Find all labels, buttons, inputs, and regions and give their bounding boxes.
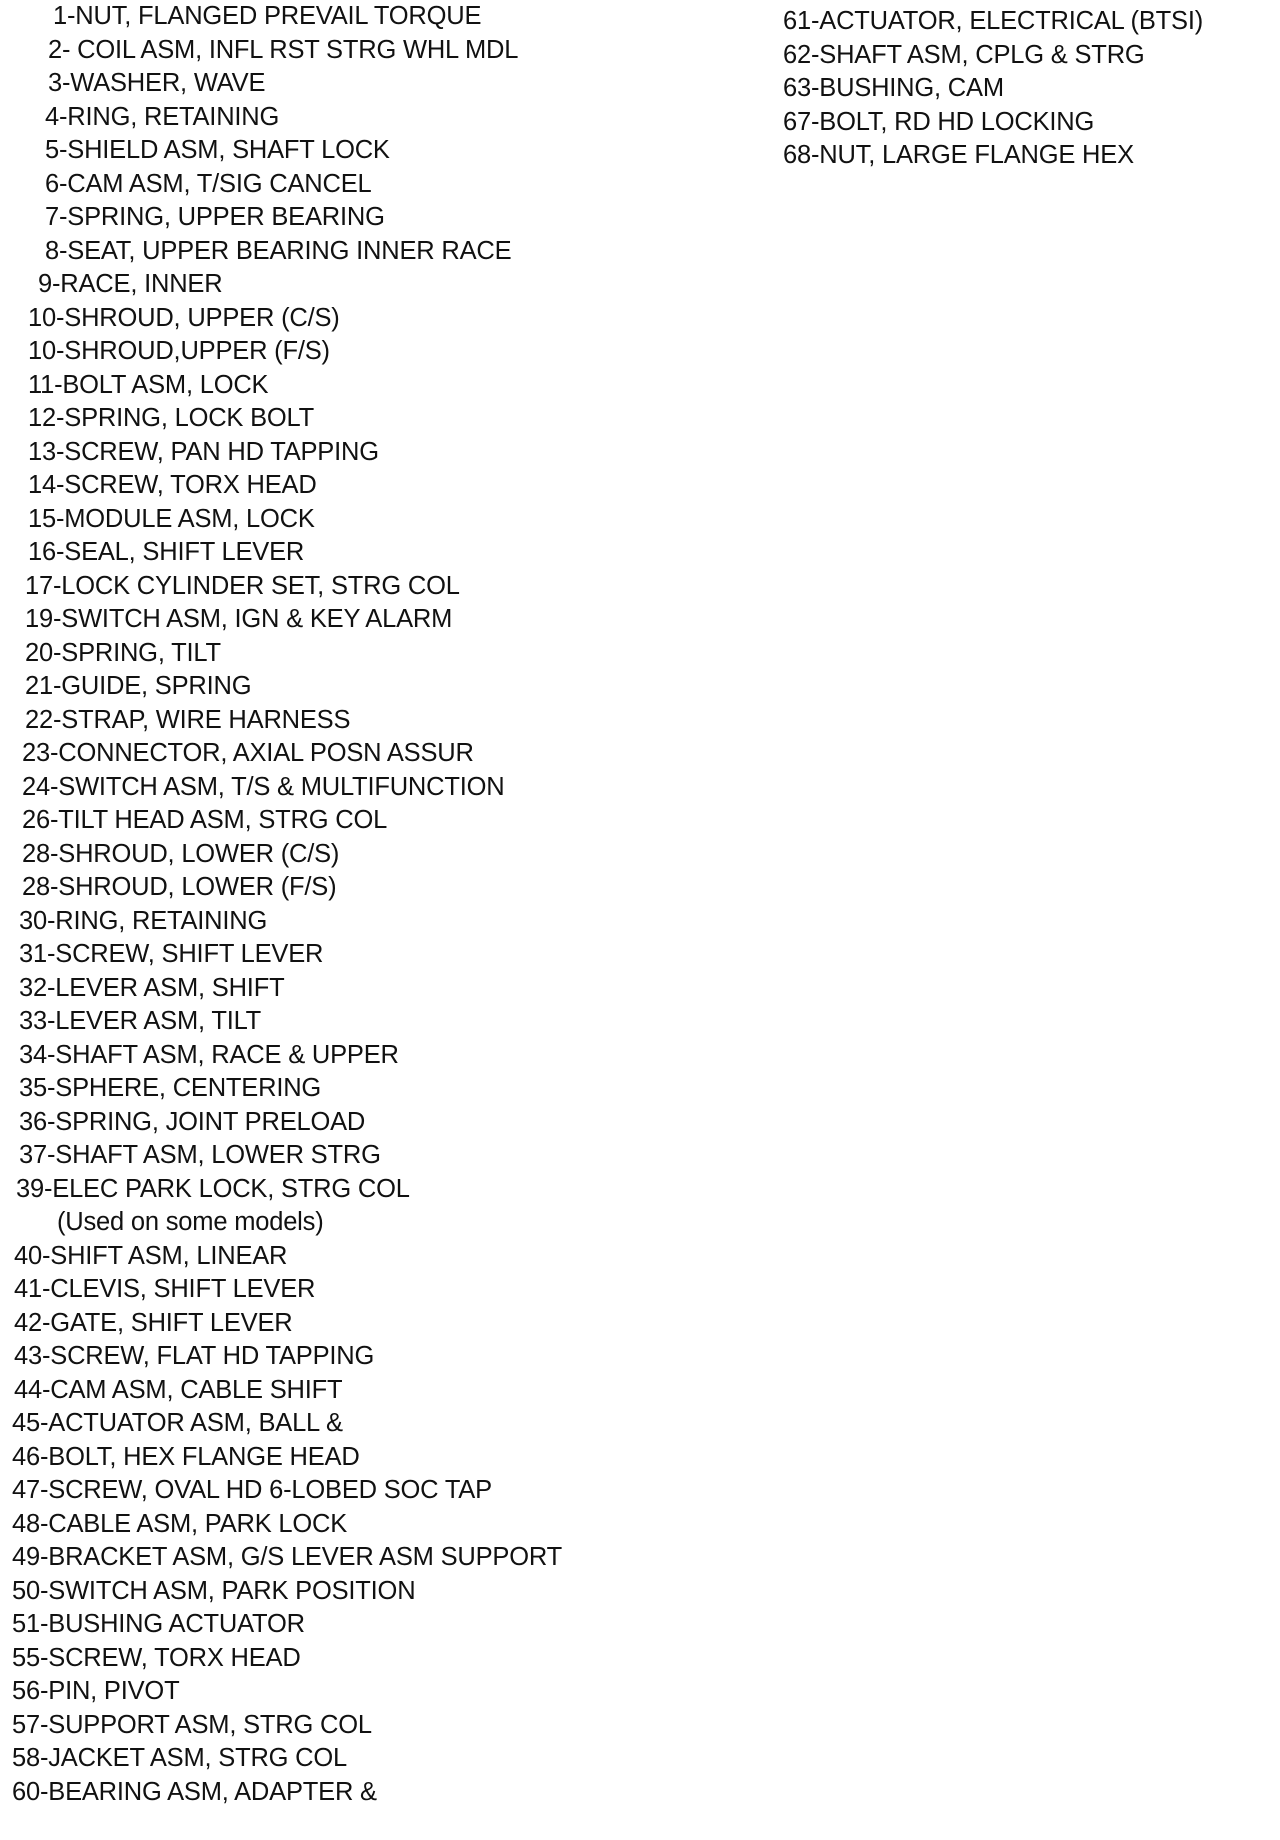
part-list-item: 2- COIL ASM, INFL RST STRG WHL MDL: [48, 35, 519, 64]
part-list-item: 47-SCREW, OVAL HD 6-LOBED SOC TAP: [12, 1476, 492, 1504]
part-list-item: 62-SHAFT ASM, CPLG & STRG: [783, 40, 1145, 69]
part-list-item: 4-RING, RETAINING: [45, 102, 280, 131]
part-list-item: 17-LOCK CYLINDER SET, STRG COL: [25, 571, 460, 600]
part-list-item: 31-SCREW, SHIFT LEVER: [19, 940, 324, 968]
part-list-item: 56-PIN, PIVOT: [12, 1677, 180, 1705]
part-list-item: 10-SHROUD, UPPER (C/S): [28, 303, 340, 332]
part-list-item: 55-SCREW, TORX HEAD: [12, 1643, 301, 1672]
part-list-item: 12-SPRING, LOCK BOLT: [28, 404, 315, 432]
part-list-item: 9-RACE, INNER: [38, 270, 223, 298]
part-list-item: 28-SHROUD, LOWER (F/S): [22, 873, 337, 901]
part-list-item: 32-LEVER ASM, SHIFT: [19, 973, 285, 1002]
part-list-item: 44-CAM ASM, CABLE SHIFT: [14, 1375, 343, 1404]
part-list-item: 20-SPRING, TILT: [25, 638, 221, 667]
part-list-item: 11-BOLT ASM, LOCK: [28, 370, 269, 399]
part-list-item: 42-GATE, SHIFT LEVER: [14, 1308, 293, 1337]
part-list-item: 26-TILT HEAD ASM, STRG COL: [22, 806, 388, 834]
part-list-item: 68-NUT, LARGE FLANGE HEX: [783, 141, 1134, 169]
part-list-item: 15-MODULE ASM, LOCK: [28, 504, 315, 533]
part-list-item: 14-SCREW, TORX HEAD: [28, 471, 317, 499]
part-list-item: 35-SPHERE, CENTERING: [19, 1074, 322, 1102]
part-list-item: 50-SWITCH ASM, PARK POSITION: [12, 1576, 416, 1605]
part-list-item: 41-CLEVIS, SHIFT LEVER: [14, 1275, 316, 1303]
part-list-item: 63-BUSHING, CAM: [783, 74, 1004, 102]
part-list-item: 3-WASHER, WAVE: [48, 69, 266, 97]
part-list-item: 48-CABLE ASM, PARK LOCK: [12, 1509, 348, 1538]
part-list-item: 30-RING, RETAINING: [19, 906, 268, 935]
part-list-item: 58-JACKET ASM, STRG COL: [12, 1744, 348, 1772]
part-list-item: 28-SHROUD, LOWER (C/S): [22, 839, 340, 868]
part-list-item: 16-SEAL, SHIFT LEVER: [28, 538, 305, 566]
part-list-item: 6-CAM ASM, T/SIG CANCEL: [45, 169, 372, 198]
part-list-item: 22-STRAP, WIRE HARNESS: [25, 705, 351, 734]
part-list-item: 13-SCREW, PAN HD TAPPING: [28, 437, 379, 466]
part-list-item: 36-SPRING, JOINT PRELOAD: [19, 1107, 366, 1136]
part-list-item: 33-LEVER ASM, TILT: [19, 1007, 262, 1035]
part-list-item: (Used on some models): [57, 1208, 324, 1236]
part-list-item: 37-SHAFT ASM, LOWER STRG: [19, 1141, 381, 1169]
part-list-item: 45-ACTUATOR ASM, BALL &: [12, 1409, 343, 1437]
part-list-item: 57-SUPPORT ASM, STRG COL: [12, 1710, 372, 1739]
part-list-item: 46-BOLT, HEX FLANGE HEAD: [12, 1442, 360, 1471]
part-list-item: 8-SEAT, UPPER BEARING INNER RACE: [45, 236, 512, 265]
part-list-item: 7-SPRING, UPPER BEARING: [45, 203, 385, 231]
part-list-item: 23-CONNECTOR, AXIAL POSN ASSUR: [22, 739, 474, 767]
part-list-item: 24-SWITCH ASM, T/S & MULTIFUNCTION: [22, 772, 505, 801]
part-list-item: 51-BUSHING ACTUATOR: [12, 1610, 305, 1638]
part-list-item: 39-ELEC PARK LOCK, STRG COL: [16, 1174, 410, 1203]
part-list-item: 10-SHROUD,UPPER (F/S): [28, 337, 330, 365]
part-list-item: 61-ACTUATOR, ELECTRICAL (BTSI): [783, 7, 1204, 35]
part-list-item: 21-GUIDE, SPRING: [25, 672, 252, 700]
part-list-item: 40-SHIFT ASM, LINEAR: [14, 1241, 288, 1270]
part-list-item: 34-SHAFT ASM, RACE & UPPER: [19, 1040, 399, 1069]
parts-list-right: [783, 5, 1273, 173]
part-list-item: 67-BOLT, RD HD LOCKING: [783, 107, 1095, 136]
part-list-item: 60-BEARING ASM, ADAPTER &: [12, 1777, 377, 1806]
parts-list-right-column: [783, 5, 1273, 173]
part-list-item: 19-SWITCH ASM, IGN & KEY ALARM: [25, 605, 453, 633]
part-list-item: 43-SCREW, FLAT HD TAPPING: [14, 1342, 375, 1370]
part-list-item: 5-SHIELD ASM, SHAFT LOCK: [45, 136, 390, 164]
part-list-item: 49-BRACKET ASM, G/S LEVER ASM SUPPORT: [12, 1543, 563, 1571]
part-list-item: 1-NUT, FLANGED PREVAIL TORQUE: [53, 2, 482, 30]
